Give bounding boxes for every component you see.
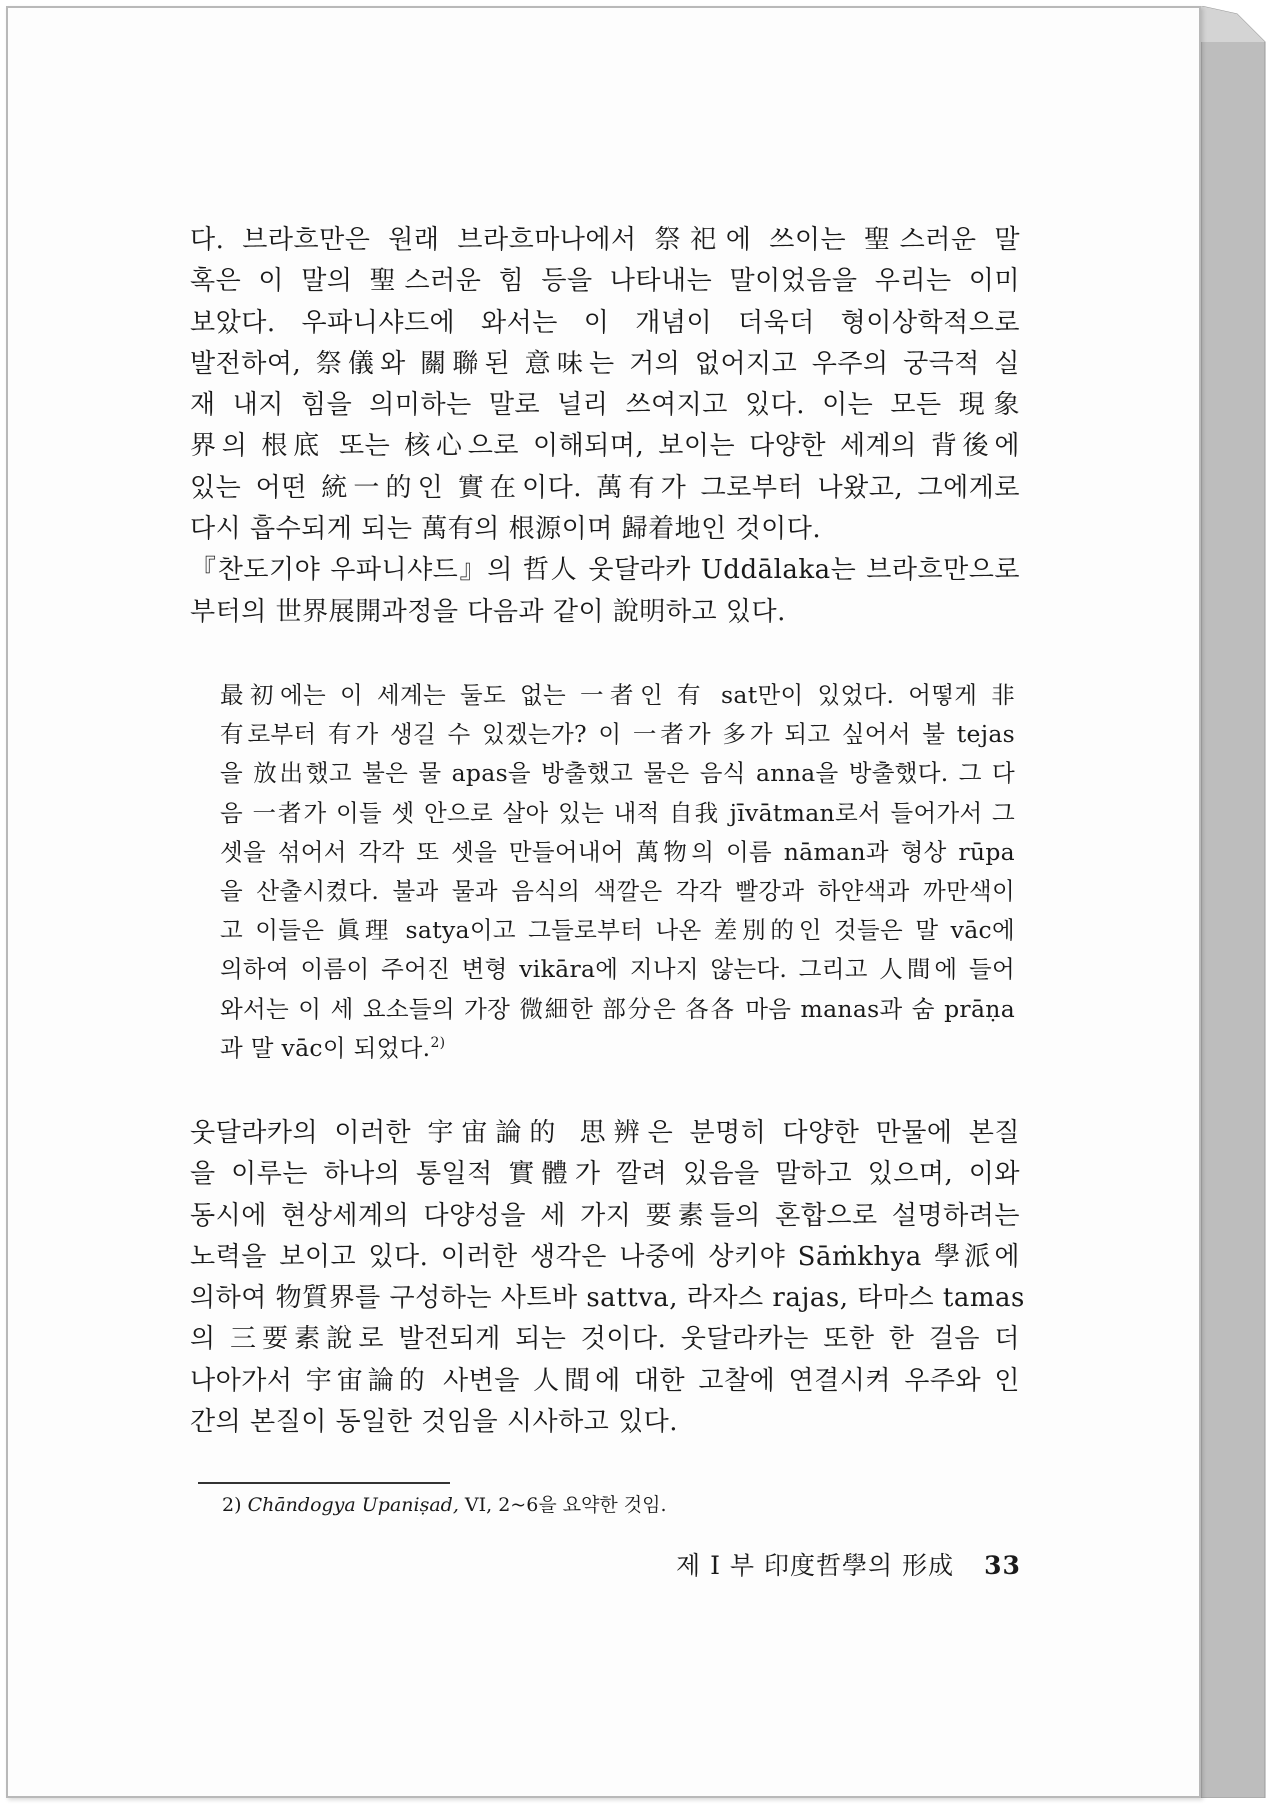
quote-line-last (220, 1029, 1015, 1068)
text-line: 발전하여, 祭儀와 關聯된 意味는 거의 없어지고 우주의 궁극적 실 (190, 348, 1020, 379)
quote-line: 有로부터 有가 생길 수 있겠는가? 이 一者가 多가 되고 싶어서 불 tejas (220, 720, 1015, 749)
text-line: 을 이루는 하나의 통일적 實體가 깔려 있음을 말하고 있으며, 이와 (190, 1159, 1020, 1190)
book-spine (1201, 6, 1271, 1798)
page-content (190, 220, 1025, 1443)
footnote-number: 2) (222, 1494, 242, 1516)
quote-line: 셋을 섞어서 각각 또 셋을 만들어내어 萬物의 이름 nāman과 형상 rūpa (220, 837, 1015, 866)
footnote-divider (198, 1482, 450, 1484)
quote-line-text: 과 말 vāc이 되었다. (220, 1033, 431, 1062)
running-footer (676, 1546, 1021, 1582)
text-line: 다시 흡수되게 되는 萬有의 根源이며 歸着地인 것이다. (190, 514, 822, 545)
text-line: 있는 어떤 統一的인 實在이다. 萬有가 그로부터 나왔고, 그에게로 (190, 472, 1020, 503)
footnote-text: VI, 2~6을 요약한 것임. (458, 1494, 667, 1516)
text-line: 재 내지 힘을 의미하는 말로 널리 쓰여지고 있다. 이는 모든 現象 (190, 390, 1020, 421)
quote-line: 음 一者가 이들 셋 안으로 살아 있는 내적 自我 jīvātman로서 들어가서 그 (220, 798, 1015, 827)
text-line: 웃달라카의 이러한 宇宙論的 思辨은 분명히 다양한 만물에 본질 (190, 1118, 1020, 1148)
quote-line: 와서는 이 세 요소들의 가장 微細한 部分은 各各 마음 manas과 숨 prāṇa (220, 994, 1015, 1023)
text-line: 동시에 현상세계의 다양성을 세 가지 要素들의 혼합으로 설명하려는 (190, 1200, 1020, 1231)
quote-line: 을 산출시켰다. 불과 물과 음식의 색깔은 각각 빨강과 하얀색과 까만색이 (220, 876, 1015, 905)
paragraph-2 (190, 550, 1020, 633)
block-quote (220, 676, 1015, 1068)
text-line: 보았다. 우파니샤드에 와서는 이 개념이 더욱더 형이상학적으로 (190, 307, 1020, 338)
text-line: 부터의 世界展開과정을 다음과 같이 說明하고 있다. (190, 596, 786, 627)
text-line: 간의 본질이 동일한 것임을 시사하고 있다. (190, 1407, 679, 1438)
text-line: 의하여 物質界를 구성하는 사트바 sattva, 라자스 rajas, 타마스 tamas (190, 1283, 1025, 1314)
text-line: 노력을 보이고 있다. 이러한 생각은 나중에 상키야 Sāṁkhya 學派에 (190, 1241, 1020, 1272)
quote-line: 의하여 이름이 주어진 변형 vikāra에 지나지 않는다. 그리고 人間에 들어 (220, 955, 1015, 984)
text-line: 『찬도기야 우파니샤드』의 哲人 웃달라카 Uddālaka는 브라흐만으로 (190, 555, 1020, 586)
page-number: 33 (984, 1551, 1021, 1580)
footnote-reference: 2) (430, 1034, 446, 1051)
paragraph-3 (190, 1113, 1025, 1443)
text-line: 의 三要素說로 발전되게 되는 것이다. 웃달라카는 또한 한 걸음 더 (190, 1324, 1020, 1355)
footnote (222, 1492, 667, 1518)
text-line: 혹은 이 말의 聖스러운 힘 등을 나타내는 말이었음을 우리는 이미 (190, 266, 1020, 297)
running-head: 제 I 부 印度哲學의 形成 (676, 1551, 955, 1580)
text-line: 다. 브라흐만은 원래 브라흐마나에서 祭祀에 쓰이는 聖스러운 말 (190, 225, 1020, 255)
quote-line: 最初에는 이 세계는 둘도 없는 一者인 有 sat만이 있었다. 어떻게 非 (220, 680, 1015, 709)
quote-line: 을 放出했고 불은 물 apas을 방출했고 물은 음식 anna을 방출했다. 그 다 (220, 759, 1015, 788)
text-line: 나아가서 宇宙論的 사변을 人間에 대한 고찰에 연결시켜 우주와 인 (190, 1365, 1020, 1396)
text-line: 界의 根底 또는 核心으로 이해되며, 보이는 다양한 세계의 背後에 (190, 431, 1020, 462)
quote-line: 고 이들은 眞理 satya이고 그들로부터 나온 差別的인 것들은 말 vāc에 (220, 916, 1015, 945)
footnote-source-title: Chāndogya Upaniṣad, (247, 1494, 459, 1516)
paragraph-1 (190, 220, 1020, 550)
